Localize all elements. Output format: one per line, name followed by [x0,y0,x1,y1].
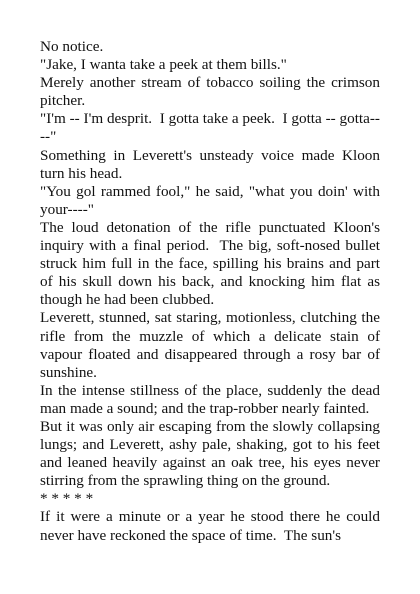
paragraph: Merely another stream of tobacco soiling the crimson pitcher. [40,74,384,110]
paragraph: The loud detonation of the rifle punctuated Kloon's inquiry with a final period. The big, soft-nosed bullet struck him full in the face, spilling his brains and part of his skull down his back, and knocking him flat as though he had been clubbed. [40,218,384,309]
paragraph: "Jake, I wanta take a peek at them bills." [40,56,287,74]
paragraph: No notice. [40,38,104,55]
section-break: * * * * * [40,490,94,508]
paragraph: But it was only air escaping from the slowly collapsing lungs; and Leverett, ashy pale, shaking, got to his feet and leaned heavily against an oak tree, his eyes never stirring from the sprawling thing on the ground. [40,417,384,490]
paragraph: Something in Leverett's unsteady voice made Kloon turn his head. [40,146,384,182]
paragraph: In the intense stillness of the place, suddenly the dead man made a sound; and the trap-robber nearly fainted. [40,381,384,417]
document-page [40,38,384,545]
paragraph: "You gol rammed fool," he said, "what you doin' with your----" [40,182,384,218]
paragraph: Leverett, stunned, sat staring, motionless, clutching the rifle from the muzzle of which a delicate stain of vapour floated and disappeared through a rosy bar of sunshine. [40,309,384,381]
paragraph: If it were a minute or a year he stood there he could never have reckoned the space of time. The sun's [40,508,384,544]
paragraph: "I'm -- I'm desprit. I gotta take a peek. I gotta -- gotta----" [40,110,380,146]
